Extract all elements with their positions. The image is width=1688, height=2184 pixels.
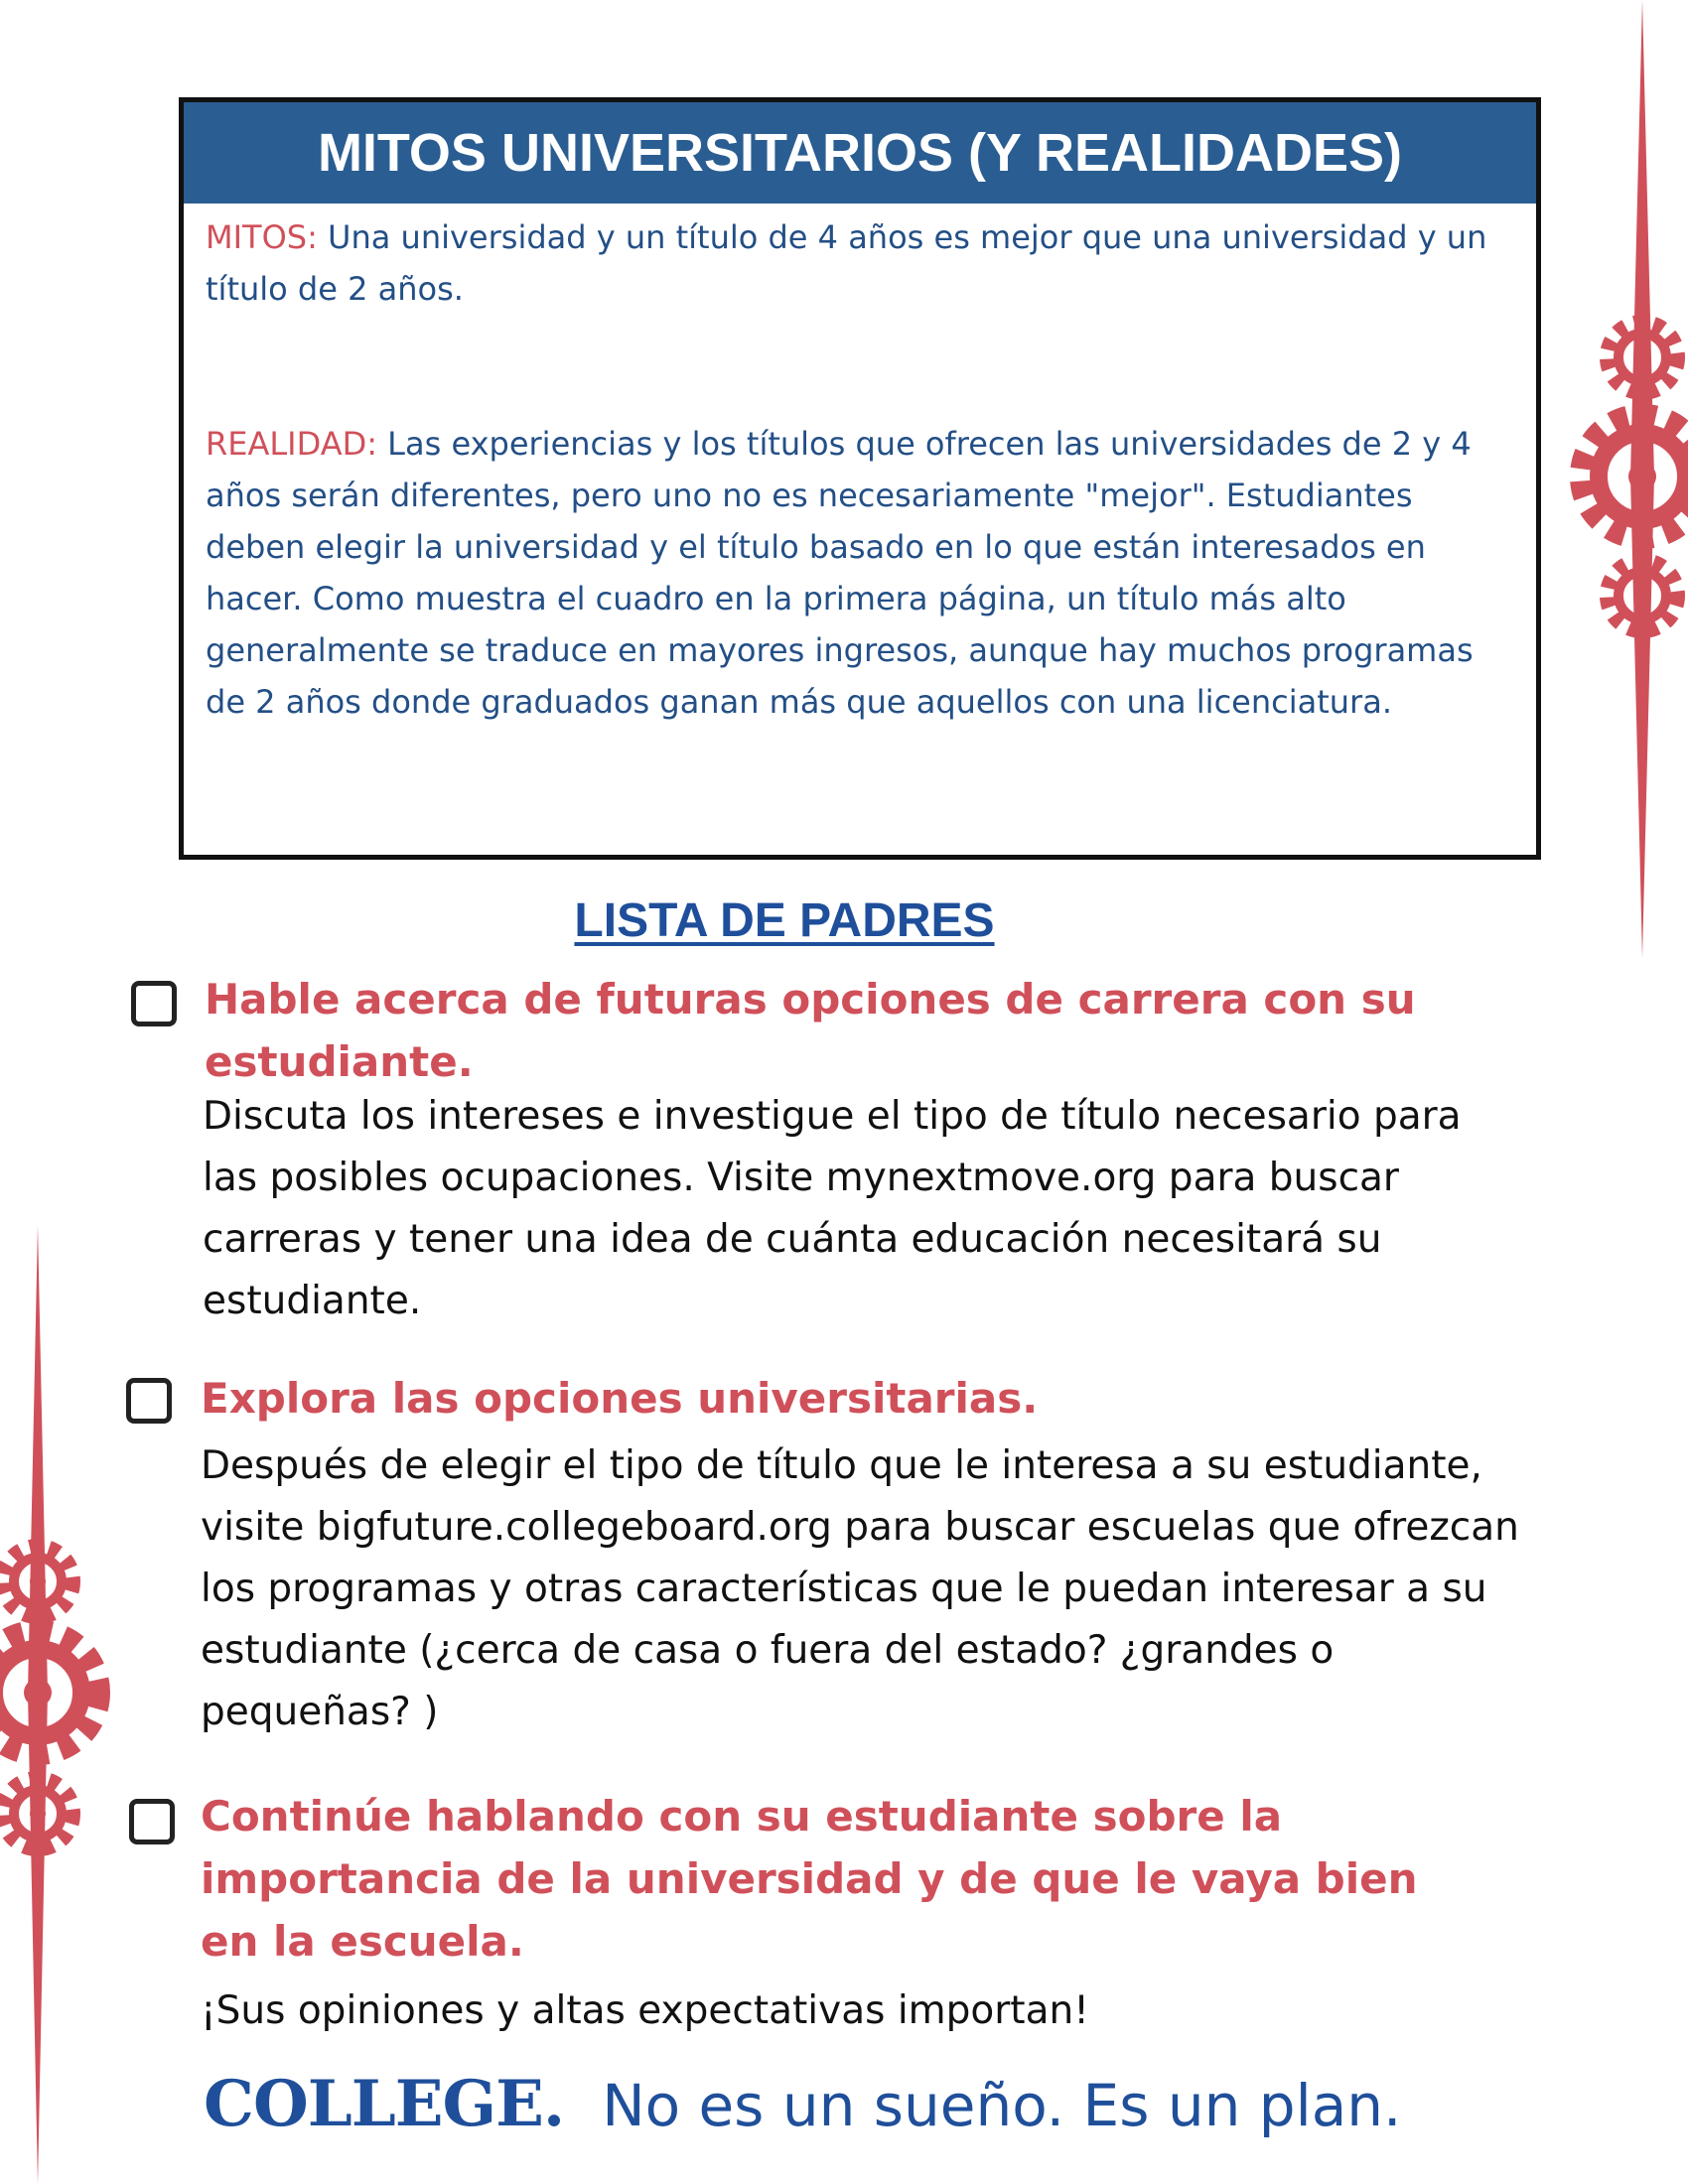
checkbox-item-1[interactable] <box>131 981 177 1026</box>
checkbox-item-3[interactable] <box>129 1799 175 1844</box>
college-logo: COLLEGE. <box>204 2067 565 2141</box>
gear-icon <box>0 1633 97 1752</box>
checklist-title: LISTA DE PADRES <box>574 894 995 947</box>
gear-strip-right <box>1549 0 1688 963</box>
checklist-item-body: Discuta los intereses e investigue el tipo de título necesario para las posibles ocupaciones. Visite mynextmove.org para buscar carreras y tener una idea de cuánta educación necesitará su estudiante. <box>203 1094 1462 1323</box>
myth-label: MITOS: <box>206 218 318 256</box>
reality-text: Las experiencias y los títulos que ofrecen las universidades de 2 y 4 años serán diferentes, pero uno no es necesariamente "mejor". Estudiantes deben elegir la universidad y el título basado en lo que están interesados en hacer. Como muestra el cuadro en la primera página, un título más alto generalmente se traduce en mayores ingresos, aunque hay muchos programas de 2 años donde graduados ganan más que aquellos con una licenciatura. <box>206 425 1474 721</box>
gear-strip-left <box>0 1226 129 2184</box>
checklist-item-body: Después de elegir el tipo de título que le interesa a su estudiante, visite bigfuture.collegeboard.org para buscar escuelas que ofrezcan los programas y otras características que le puedan interesar a su estudiante (¿cerca de casa o fuera del estado? ¿grandes o pequeñas? ) <box>201 1443 1519 1734</box>
myths-title: MITOS UNIVERSITARIOS (Y REALIDADES) <box>184 102 1536 204</box>
gear-icon <box>1609 562 1676 629</box>
gear-icon <box>4 1548 71 1615</box>
checklist-item-heading: Hable acerca de futuras opciones de carrera con su estudiante. <box>205 975 1416 1086</box>
checklist-item-heading: Explora las opciones universitarias. <box>201 1374 1039 1423</box>
gear-icon <box>1583 417 1688 536</box>
footer-slogan: No es un sueño. Es un plan. <box>602 2072 1402 2139</box>
myths-box <box>179 97 1541 860</box>
myth-text: Una universidad y un título de 4 años es mejor que una universidad y un título de 2 años. <box>206 218 1487 308</box>
checklist-item-body: ¡Sus opiniones y altas expectativas importan! <box>201 1988 1089 2033</box>
footer-tagline <box>204 2067 1401 2141</box>
myth-paragraph <box>184 211 1536 315</box>
checkbox-item-2[interactable] <box>126 1378 172 1424</box>
checklist-item-heading: Continúe hablando con su estudiante sobre la importancia de la universidad y de que le vaya bien en la escuela. <box>201 1792 1418 1966</box>
reality-paragraph <box>184 418 1536 728</box>
gear-icon <box>4 1780 71 1847</box>
gear-icon <box>1609 324 1676 391</box>
reality-label: REALIDAD: <box>206 425 377 463</box>
